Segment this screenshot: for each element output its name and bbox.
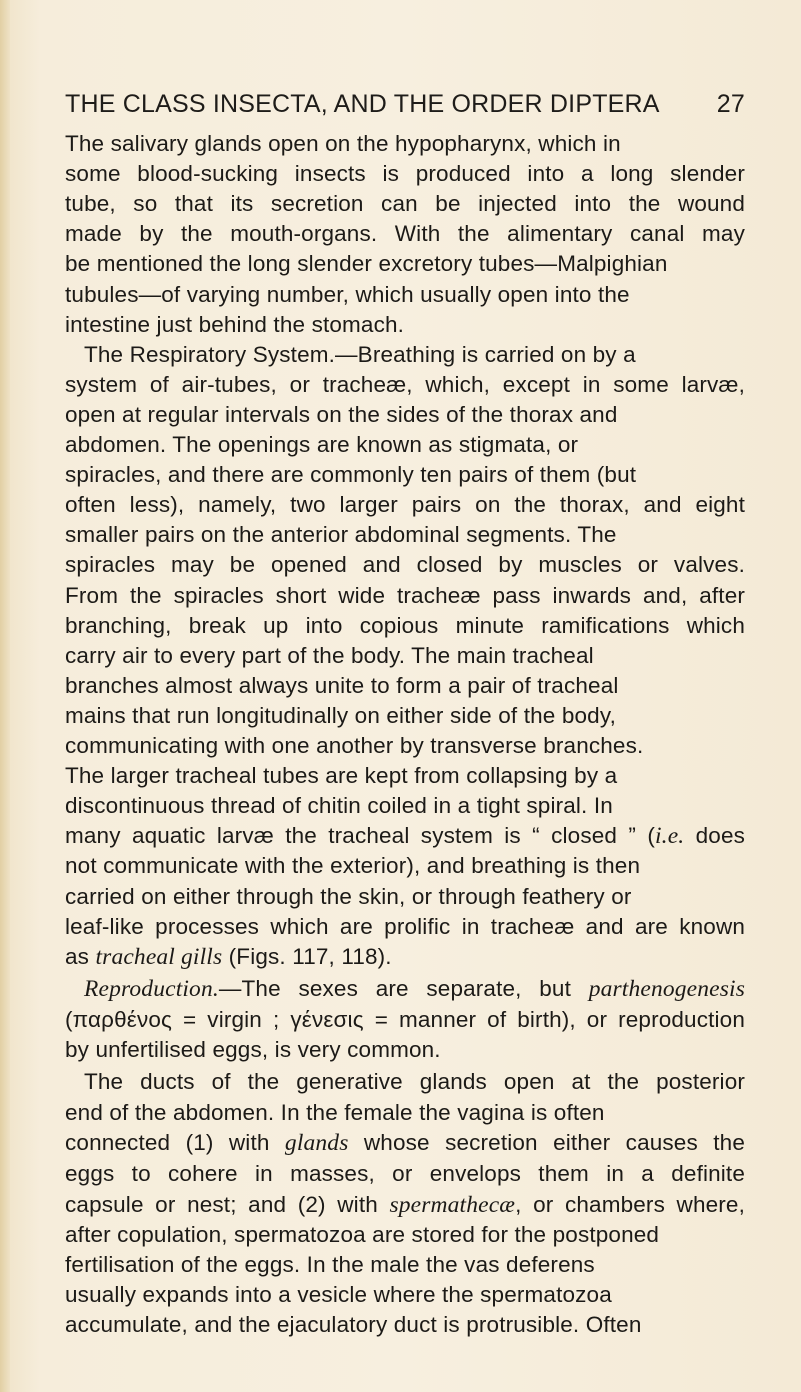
text-line (65, 1037, 441, 1063)
text-line-content: accumulate, and the ejaculatory duct is protrusible. Often (65, 1311, 642, 1337)
text-line (65, 613, 745, 639)
text-line (65, 432, 578, 458)
text-line (65, 131, 621, 157)
text-line (65, 703, 616, 729)
text-line-content: intestine just behind the stomach. (65, 311, 405, 337)
text-line (65, 402, 618, 428)
text-line-content: open at regular intervals on the sides of the thorax and (65, 401, 618, 427)
text-line-content: mains that run longitudinally on either side of the body, (65, 702, 616, 728)
text-line (65, 1100, 605, 1126)
text-line-content: The Respiratory System.—Breathing is carried on by a (84, 341, 636, 367)
page-edge (0, 0, 10, 1392)
text-line-content: spiracles may be opened and closed by muscles or valves. (65, 552, 745, 578)
text-line (65, 673, 619, 699)
text-line-content: some blood-sucking insects is produced into a long slender (65, 161, 745, 187)
text-line (65, 282, 630, 308)
text-line-content: (παρθένος = virgin ; γένεσις = manner of birth), or reproduction (65, 1006, 745, 1032)
text-line-content: From the spiracles short wide tracheæ pass inwards and, after (65, 582, 745, 608)
page-number: 27 (716, 90, 745, 118)
text-line-content: many aquatic larvæ the tracheal system is “ closed ” (i.e. does (65, 823, 746, 850)
running-header (65, 90, 745, 126)
text-line (65, 853, 640, 879)
text-line-content: capsule or nest; and (2) with spermathecæ, or chambers where, (65, 1191, 745, 1218)
text-line-content: after copulation, spermatozoa are stored for the postponed (65, 1221, 660, 1247)
text-line (65, 1312, 642, 1338)
text-line-content: by unfertilised eggs, is very common. (65, 1037, 441, 1062)
text-line (65, 823, 745, 850)
text-line-content: smaller pairs on the anterior abdominal segments. The (65, 522, 617, 548)
text-line-content: as tracheal gills (Figs. 117, 118). (65, 943, 392, 970)
text-line (65, 552, 745, 578)
text-line-content: tubules—of varying number, which usually open into the (65, 281, 630, 307)
text-line (65, 643, 594, 669)
text-line (65, 944, 392, 971)
text-line-content: carry air to every part of the body. The main tracheal (65, 642, 594, 668)
text-line-content: spiracles, and there are commonly ten pairs of them (but (65, 462, 637, 488)
text-line (65, 1252, 595, 1278)
text-line-content: eggs to cohere in masses, or envelops them in a definite (65, 1161, 745, 1187)
text-line (84, 342, 636, 368)
text-line (65, 492, 745, 518)
text-line-content: often less), namely, two larger pairs on the thorax, and eight (65, 492, 745, 518)
text-line (65, 221, 745, 247)
text-line-content: connected (1) with glands whose secretion either causes the (65, 1130, 745, 1157)
text-line (65, 1130, 745, 1157)
text-line (65, 1192, 745, 1219)
text-line (65, 312, 404, 338)
text-line-content: tube, so that its secretion can be injected into the wound (65, 191, 745, 217)
text-line-content: discontinuous thread of chitin coiled in a tight spiral. In (65, 793, 613, 819)
text-line (65, 583, 745, 609)
text-line-content: communicating with one another by transverse branches. (65, 733, 644, 758)
text-line (65, 763, 617, 789)
text-line-content: branching, break up into copious minute ramifications which (65, 612, 745, 638)
text-line-content: end of the abdomen. In the female the vagina is often (65, 1100, 605, 1126)
text-line-content: The salivary glands open on the hypopharynx, which in (65, 131, 621, 156)
text-line-content: fertilisation of the eggs. In the male the vas deferens (65, 1251, 595, 1277)
text-line-content: The larger tracheal tubes are kept from collapsing by a (65, 763, 618, 789)
text-line (65, 522, 617, 548)
text-line (65, 1282, 612, 1308)
text-line (65, 372, 745, 398)
text-line-content: leaf-like processes which are prolific in tracheæ and are known (65, 913, 745, 939)
text-line-content: not communicate with the exterior), and breathing is then (65, 853, 641, 879)
text-line (65, 462, 636, 488)
text-line (65, 1007, 745, 1033)
text-line (65, 733, 643, 759)
text-line (65, 1222, 659, 1248)
text-line-content: system of air-tubes, or tracheæ, which, except in some larvæ, (65, 371, 745, 397)
text-line-content: branches almost always unite to form a pair of tracheal (65, 672, 619, 698)
text-line-content: Reproduction.—The sexes are separate, but parthenogenesis (84, 975, 745, 1002)
text-line-content: usually expands into a vesicle where the spermatozoa (65, 1281, 612, 1307)
text-line (84, 976, 745, 1003)
text-line-content: be mentioned the long slender excretory tubes—Malpighian (65, 251, 668, 277)
text-line-content: carried on either through the skin, or through feathery or (65, 883, 632, 909)
text-line-content: abdomen. The openings are known as stigmata, or (65, 432, 579, 457)
text-line (65, 793, 613, 819)
text-line (84, 1069, 745, 1095)
text-line (65, 1161, 745, 1187)
text-line (65, 914, 745, 940)
running-title: THE CLASS INSECTA, AND THE ORDER DIPTERA (65, 90, 660, 118)
text-line (65, 191, 745, 217)
text-line (65, 161, 745, 187)
text-line-content: made by the mouth-organs. With the alimentary canal may (65, 221, 745, 247)
text-line-content: The ducts of the generative glands open at the posterior (84, 1069, 745, 1095)
text-line (65, 251, 668, 277)
text-line (65, 884, 632, 910)
